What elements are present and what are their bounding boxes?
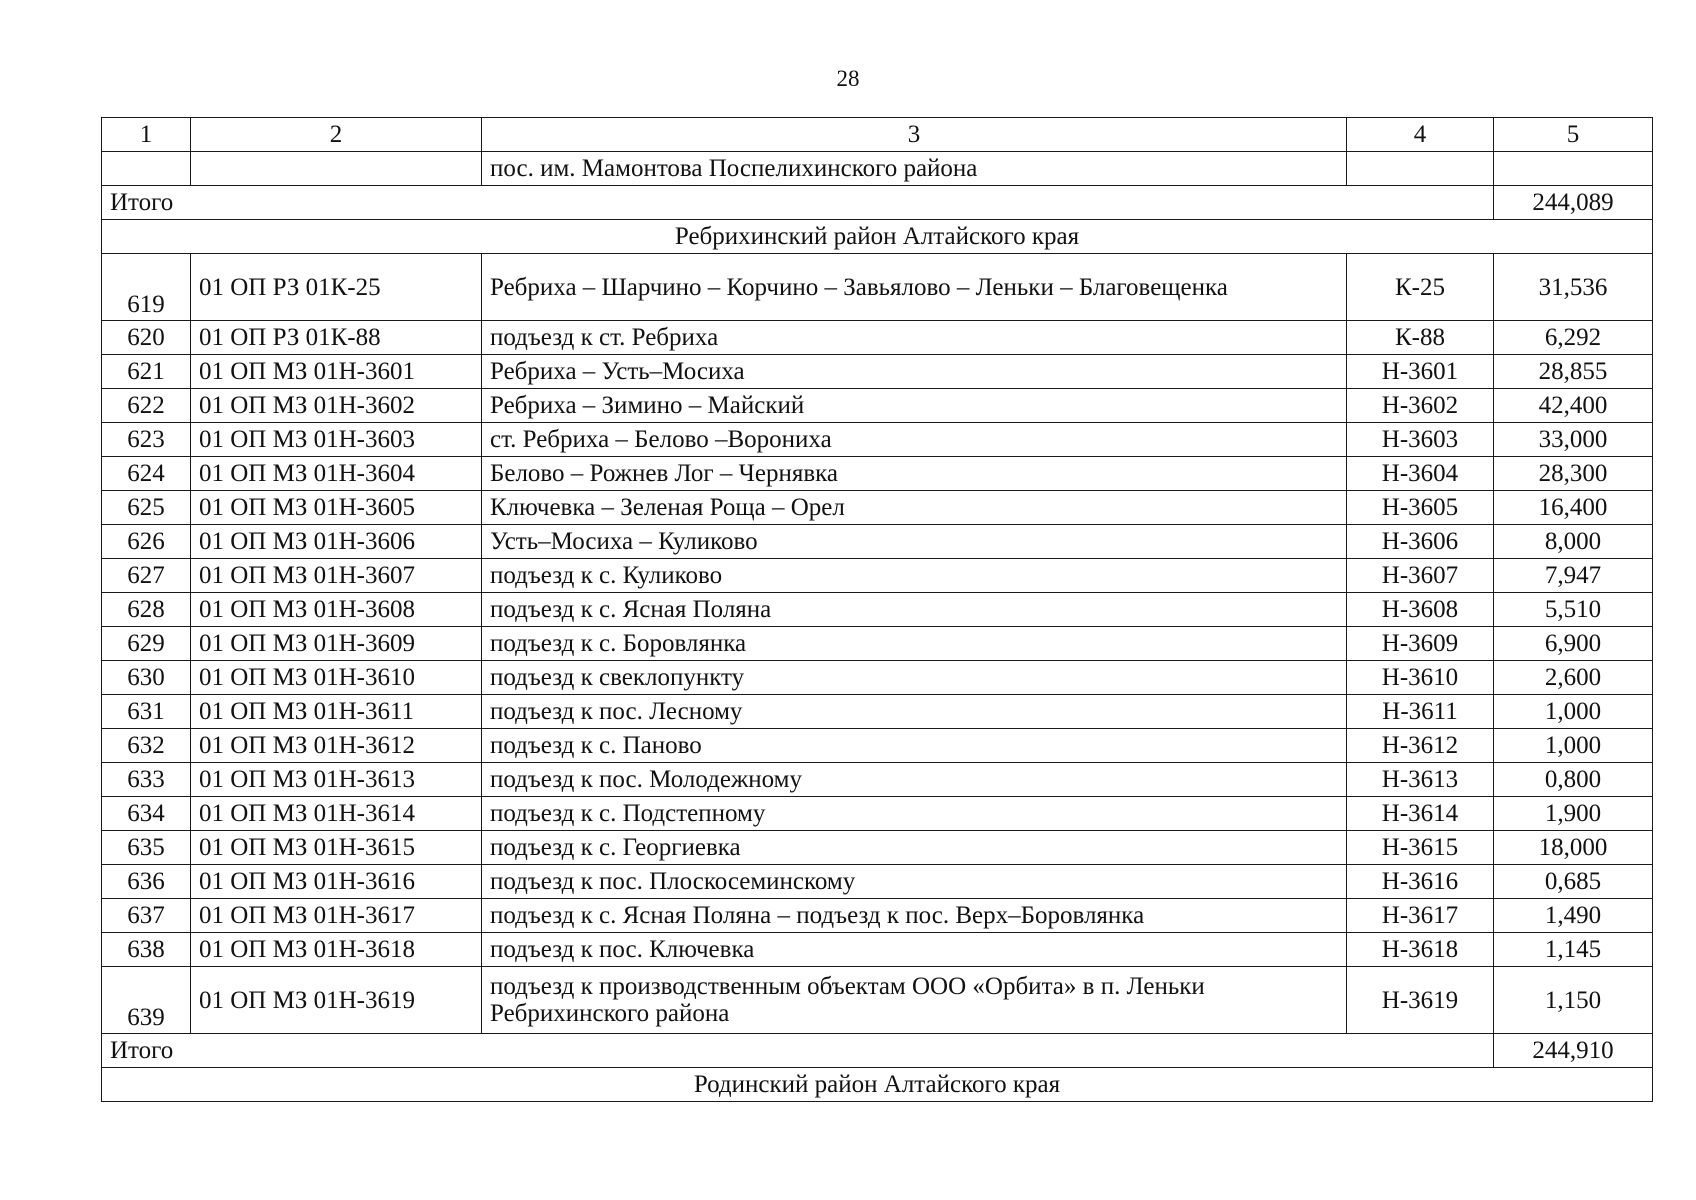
- row-number: 636: [102, 865, 191, 899]
- road-id: 01 ОП МЗ 01Н-3619: [191, 967, 482, 1034]
- road-name: Ребриха – Шарчино – Корчино – Завьялово – Леньки – Благовещенка: [482, 254, 1347, 321]
- row-number: 622: [102, 389, 191, 423]
- table-row: [102, 389, 1653, 423]
- table-row: [102, 797, 1653, 831]
- road-id: 01 ОП МЗ 01Н-3601: [191, 355, 482, 389]
- table-row: [102, 899, 1653, 933]
- road-id: 01 ОП МЗ 01Н-3613: [191, 763, 482, 797]
- table-row: [102, 933, 1653, 967]
- row-number: 627: [102, 559, 191, 593]
- road-name: подъезд к ст. Ребриха: [482, 321, 1347, 355]
- road-rows: [102, 254, 1653, 1034]
- road-name: подъезд к пос. Ключевка: [482, 933, 1347, 967]
- road-code: Н-3615: [1347, 831, 1494, 865]
- row-number: 638: [102, 933, 191, 967]
- road-id: 01 ОП МЗ 01Н-3603: [191, 423, 482, 457]
- section-heading: Ребрихинский район Алтайского края: [102, 220, 1653, 254]
- row-number: 626: [102, 525, 191, 559]
- table-row: [102, 457, 1653, 491]
- continuation-cell-4: [1347, 152, 1494, 186]
- column-number-1: 1: [102, 118, 191, 152]
- road-code: Н-3616: [1347, 865, 1494, 899]
- total-row-1: [102, 186, 1653, 220]
- road-name: подъезд к пос. Плоскосеминскому: [482, 865, 1347, 899]
- road-name: подъезд к с. Подстепному: [482, 797, 1347, 831]
- table-row: [102, 423, 1653, 457]
- table-row: [102, 865, 1653, 899]
- row-number: 637: [102, 899, 191, 933]
- row-number: 620: [102, 321, 191, 355]
- total-label: Итого: [102, 186, 1494, 220]
- road-length: 0,685: [1494, 865, 1653, 899]
- row-number: 629: [102, 627, 191, 661]
- road-length: 1,900: [1494, 797, 1653, 831]
- road-length: 2,600: [1494, 661, 1653, 695]
- section-heading: Родинский район Алтайского края: [102, 1068, 1653, 1102]
- road-name: подъезд к с. Боровлянка: [482, 627, 1347, 661]
- road-code: Н-3601: [1347, 355, 1494, 389]
- table-row: [102, 355, 1653, 389]
- road-id: 01 ОП МЗ 01Н-3609: [191, 627, 482, 661]
- road-id: 01 ОП МЗ 01Н-3615: [191, 831, 482, 865]
- road-id: 01 ОП РЗ 01К-88: [191, 321, 482, 355]
- road-name: подъезд к производственным объектам ООО «Орбита» в п. Леньки Ребрихинского района: [482, 967, 1347, 1034]
- road-id: 01 ОП МЗ 01Н-3612: [191, 729, 482, 763]
- road-code: Н-3607: [1347, 559, 1494, 593]
- section-row-1: [102, 220, 1653, 254]
- continuation-cell-5: [1494, 152, 1653, 186]
- road-id: 01 ОП РЗ 01К-25: [191, 254, 482, 321]
- road-name: подъезд к с. Паново: [482, 729, 1347, 763]
- road-name: Усть–Мосиха – Куликово: [482, 525, 1347, 559]
- road-length: 8,000: [1494, 525, 1653, 559]
- road-length: 33,000: [1494, 423, 1653, 457]
- continuation-cell-2: [191, 152, 482, 186]
- road-length: 31,536: [1494, 254, 1653, 321]
- road-id: 01 ОП МЗ 01Н-3618: [191, 933, 482, 967]
- column-number-4: 4: [1347, 118, 1494, 152]
- road-name: Ребриха – Усть–Мосиха: [482, 355, 1347, 389]
- roads-table-footer: [102, 1034, 1653, 1102]
- road-name: ст. Ребриха – Белово –Ворониха: [482, 423, 1347, 457]
- road-code: Н-3608: [1347, 593, 1494, 627]
- row-number: 631: [102, 695, 191, 729]
- table-row: [102, 967, 1653, 1034]
- road-code: Н-3618: [1347, 933, 1494, 967]
- column-number-3: 3: [482, 118, 1347, 152]
- road-id: 01 ОП МЗ 01Н-3604: [191, 457, 482, 491]
- column-number-row: [102, 118, 1653, 152]
- table-row: [102, 627, 1653, 661]
- road-code: Н-3603: [1347, 423, 1494, 457]
- continuation-cell-1: [102, 152, 191, 186]
- road-length: 42,400: [1494, 389, 1653, 423]
- row-number: 635: [102, 831, 191, 865]
- road-id: 01 ОП МЗ 01Н-3605: [191, 491, 482, 525]
- road-id: 01 ОП МЗ 01Н-3610: [191, 661, 482, 695]
- road-id: 01 ОП МЗ 01Н-3607: [191, 559, 482, 593]
- road-length: 0,800: [1494, 763, 1653, 797]
- table-row: [102, 254, 1653, 321]
- road-name: подъезд к пос. Молодежному: [482, 763, 1347, 797]
- row-number: 632: [102, 729, 191, 763]
- total-value: 244,910: [1494, 1034, 1653, 1068]
- row-number: 634: [102, 797, 191, 831]
- table-row: [102, 525, 1653, 559]
- section-row-2: [102, 1068, 1653, 1102]
- road-length: 28,300: [1494, 457, 1653, 491]
- road-length: 1,000: [1494, 729, 1653, 763]
- road-name: подъезд к с. Георгиевка: [482, 831, 1347, 865]
- roads-table-body: [102, 118, 1653, 254]
- road-name: подъезд к с. Ясная Поляна – подъезд к пос. Верх–Боровлянка: [482, 899, 1347, 933]
- road-code: Н-3612: [1347, 729, 1494, 763]
- table-row: [102, 661, 1653, 695]
- total-value: 244,089: [1494, 186, 1653, 220]
- road-id: 01 ОП МЗ 01Н-3614: [191, 797, 482, 831]
- row-number: 633: [102, 763, 191, 797]
- road-code: Н-3619: [1347, 967, 1494, 1034]
- table-row: [102, 491, 1653, 525]
- road-name: Белово – Рожнев Лог – Чернявка: [482, 457, 1347, 491]
- road-name: подъезд к свеклопункту: [482, 661, 1347, 695]
- road-name: подъезд к пос. Лесному: [482, 695, 1347, 729]
- road-name: подъезд к с. Ясная Поляна: [482, 593, 1347, 627]
- road-length: 1,150: [1494, 967, 1653, 1034]
- road-length: 6,900: [1494, 627, 1653, 661]
- road-length: 1,000: [1494, 695, 1653, 729]
- row-number: 623: [102, 423, 191, 457]
- road-name: подъезд к с. Куликово: [482, 559, 1347, 593]
- road-code: К-25: [1347, 254, 1494, 321]
- road-id: 01 ОП МЗ 01Н-3611: [191, 695, 482, 729]
- roads-table: [101, 117, 1653, 1102]
- table-row: [102, 593, 1653, 627]
- road-length: 16,400: [1494, 491, 1653, 525]
- table-row: [102, 695, 1653, 729]
- table-row: [102, 831, 1653, 865]
- road-code: Н-3605: [1347, 491, 1494, 525]
- road-length: 28,855: [1494, 355, 1653, 389]
- table-row: [102, 763, 1653, 797]
- road-code: Н-3611: [1347, 695, 1494, 729]
- row-number: 630: [102, 661, 191, 695]
- road-code: Н-3602: [1347, 389, 1494, 423]
- road-name: Ключевка – Зеленая Роща – Орел: [482, 491, 1347, 525]
- row-number: 621: [102, 355, 191, 389]
- road-length: 18,000: [1494, 831, 1653, 865]
- road-length: 6,292: [1494, 321, 1653, 355]
- column-number-2: 2: [191, 118, 482, 152]
- page-number: 28: [836, 66, 860, 91]
- road-code: Н-3613: [1347, 763, 1494, 797]
- row-number: 619: [102, 254, 191, 321]
- road-id: 01 ОП МЗ 01Н-3602: [191, 389, 482, 423]
- road-id: 01 ОП МЗ 01Н-3608: [191, 593, 482, 627]
- road-id: 01 ОП МЗ 01Н-3616: [191, 865, 482, 899]
- road-name: Ребриха – Зимино – Майский: [482, 389, 1347, 423]
- road-code: Н-3604: [1347, 457, 1494, 491]
- table-row: [102, 559, 1653, 593]
- row-number: 639: [102, 967, 191, 1034]
- row-number: 624: [102, 457, 191, 491]
- continuation-road-name: пос. им. Мамонтова Поспелихинского района: [482, 152, 1347, 186]
- road-code: Н-3609: [1347, 627, 1494, 661]
- road-code: Н-3614: [1347, 797, 1494, 831]
- table-row: [102, 321, 1653, 355]
- road-length: 7,947: [1494, 559, 1653, 593]
- continuation-row: [102, 152, 1653, 186]
- road-length: 5,510: [1494, 593, 1653, 627]
- total-row-2: [102, 1034, 1653, 1068]
- road-code: К-88: [1347, 321, 1494, 355]
- road-id: 01 ОП МЗ 01Н-3617: [191, 899, 482, 933]
- road-length: 1,490: [1494, 899, 1653, 933]
- row-number: 628: [102, 593, 191, 627]
- road-code: Н-3617: [1347, 899, 1494, 933]
- road-length: 1,145: [1494, 933, 1653, 967]
- row-number: 625: [102, 491, 191, 525]
- road-code: Н-3606: [1347, 525, 1494, 559]
- table-row: [102, 729, 1653, 763]
- column-number-5: 5: [1494, 118, 1653, 152]
- road-id: 01 ОП МЗ 01Н-3606: [191, 525, 482, 559]
- total-label: Итого: [102, 1034, 1494, 1068]
- road-code: Н-3610: [1347, 661, 1494, 695]
